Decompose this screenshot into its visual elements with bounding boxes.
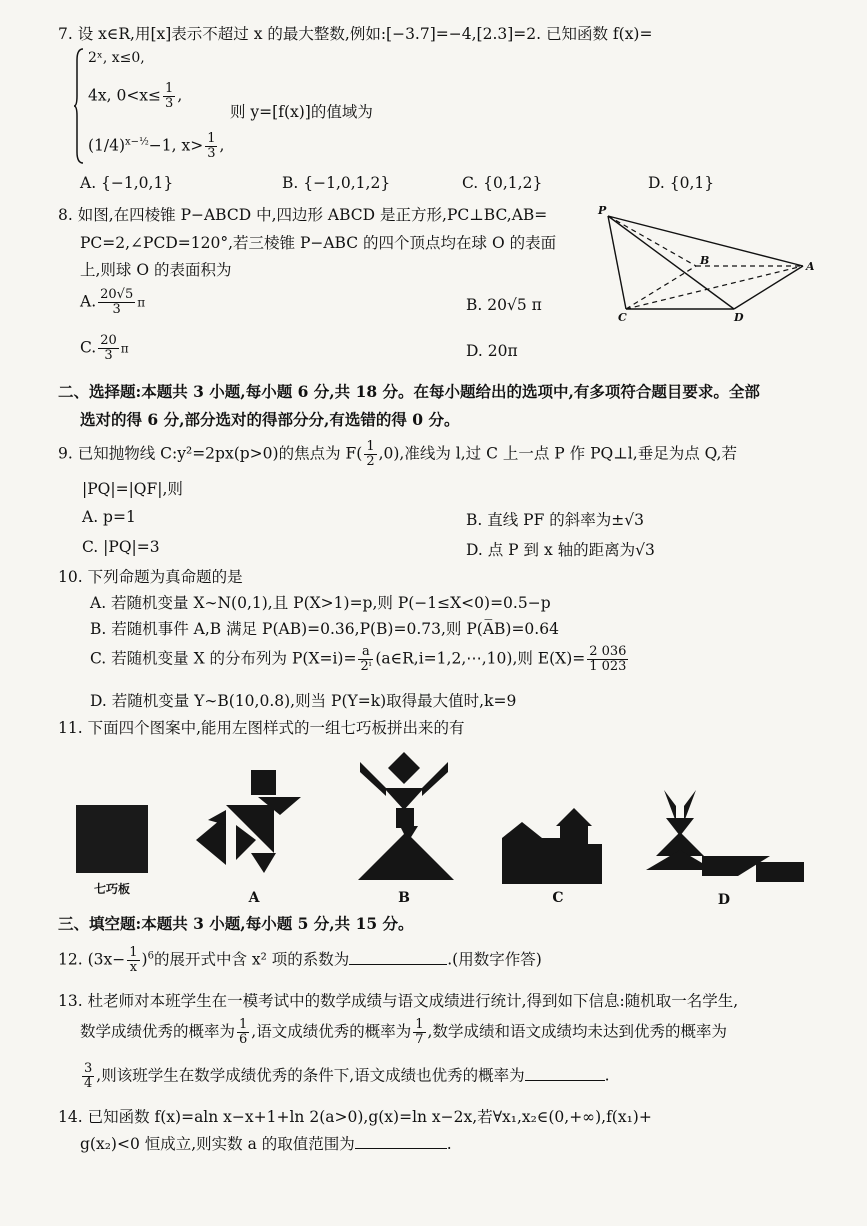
tangram-figure-c bbox=[502, 808, 610, 884]
q9-option-d: D. 点 P 到 x 轴的距离为√3 bbox=[466, 541, 655, 559]
label-b: B bbox=[700, 254, 710, 267]
q13-frac2 bbox=[413, 1018, 425, 1047]
q13-frac3 bbox=[82, 1062, 94, 1091]
q7-case2-frac bbox=[163, 82, 175, 111]
q13-l2b: ,语文成绩优秀的概率为 bbox=[251, 1022, 412, 1041]
q14-answer-blank[interactable] bbox=[355, 1147, 447, 1149]
q10-stem: 10. 下列命题为真命题的是 bbox=[58, 568, 243, 586]
edge-pb bbox=[608, 216, 696, 266]
piece-ear-left bbox=[664, 790, 676, 822]
q8-option-c-frac bbox=[98, 334, 119, 363]
frac-num: 3 bbox=[84, 1061, 93, 1076]
q9-option-a: A. p=1 bbox=[82, 508, 136, 526]
pyramid-figure bbox=[596, 204, 822, 324]
caption-a: A bbox=[248, 890, 260, 906]
q8-line1: 8. 如图,在四棱锥 P−ABCD 中,四边形 ABCD 是正方形,PC⊥BC,AB= bbox=[58, 206, 548, 224]
label-d: D bbox=[734, 311, 744, 324]
piece-head bbox=[388, 752, 420, 784]
q13-line1: 13. 杜老师对本班学生在一模考试中的数学成绩与语文成绩进行统计,得到如下信息:随机取一名学生, bbox=[58, 992, 739, 1010]
q7-case1: 2ˣ, x≤0, bbox=[88, 50, 145, 66]
frac-den: 3 bbox=[112, 302, 121, 317]
q13-line2 bbox=[80, 1018, 727, 1047]
piece-arm-right bbox=[422, 762, 448, 796]
q8-option-b: B. 20√5 π bbox=[466, 296, 542, 314]
q7-case3-text: −1, x> bbox=[148, 136, 204, 155]
caption-b: B bbox=[398, 890, 410, 906]
q8-option-c-pi: π bbox=[120, 341, 129, 356]
q13-l3: ,则该班学生在数学成绩优秀的条件下,语文成绩也优秀的概率为 bbox=[96, 1066, 525, 1085]
q7-case3: $(1/4)^{x-\frac{1}{2}}-1$, x> $\frac{1}{3}$ , bbox=[88, 131, 225, 161]
frac-num: 1 bbox=[165, 81, 174, 96]
edge-pd bbox=[608, 216, 734, 309]
q10-option-c bbox=[90, 645, 630, 674]
q11-stem: 11. 下面四个图案中,能用左图样式的一组七巧板拼出来的有 bbox=[58, 719, 465, 737]
frac-num: 1 bbox=[129, 945, 138, 960]
piece-arm-left bbox=[360, 762, 386, 796]
label-c: C bbox=[618, 311, 627, 324]
q13-answer-blank[interactable] bbox=[525, 1079, 605, 1081]
caption-d: D bbox=[717, 892, 731, 908]
tangram-square bbox=[76, 805, 148, 873]
q12-line: 12. (3x− $\frac{1}{x}$ )$^6$的展开式中含 x² 项的系数为 .(用数字作答) bbox=[58, 945, 542, 975]
q13-frac1 bbox=[237, 1018, 249, 1047]
piece-roof-left bbox=[502, 822, 542, 838]
frac-den: 3 bbox=[165, 96, 174, 111]
q7-case2: 4x, 0<x≤ $\frac{1}{3}$ , bbox=[88, 81, 183, 111]
q7-option-c: C. {0,1,2} bbox=[462, 174, 543, 192]
label-a: A bbox=[806, 260, 815, 273]
section3-title: 三、填空题:本题共 3 小题,每小题 5 分,共 15 分。 bbox=[58, 914, 414, 933]
q7-case2-text: 4x, 0<x≤ bbox=[88, 86, 162, 105]
piece-head bbox=[251, 770, 276, 795]
q9-option-c: C. |PQ|=3 bbox=[82, 538, 160, 556]
label-p: P bbox=[598, 204, 607, 217]
q14-line2-text: g(x₂)<0 恒成立,则实数 a 的取值范围为 bbox=[80, 1135, 355, 1153]
tangram-figure-a bbox=[196, 765, 306, 875]
q8-option-c bbox=[80, 334, 129, 363]
frac-num: 20√5 bbox=[100, 287, 134, 302]
q10-c-frac2 bbox=[587, 645, 628, 674]
q13-l2c: ,数学成绩和语文成绩均未达到优秀的概率为 bbox=[427, 1022, 727, 1041]
q14-line2 bbox=[80, 1132, 452, 1154]
edge-pc bbox=[608, 216, 626, 309]
q9-post: ,0),准线为 l,过 C 上一点 P 作 PQ⊥l,垂足为点 Q,若 bbox=[378, 444, 737, 463]
frac-den: 3 bbox=[104, 348, 113, 363]
frac-num: 1 bbox=[207, 131, 216, 146]
caption-c: C bbox=[552, 890, 564, 906]
piece-skirt bbox=[358, 832, 454, 880]
frac-den: 2ⁱ bbox=[360, 659, 372, 674]
piece-foot bbox=[251, 853, 276, 873]
section2-line2: 选对的得 6 分,部分选对的得部分分,有选错的得 0 分。 bbox=[80, 410, 460, 429]
piece-tower bbox=[560, 826, 588, 844]
frac-den: 4 bbox=[84, 1076, 93, 1091]
q13-line3 bbox=[80, 1062, 610, 1091]
tangram-figure-b bbox=[356, 752, 456, 884]
piecewise-brace bbox=[74, 48, 84, 164]
q14-line1: 14. 已知函数 f(x)=aln x−x+1+ln 2(a>0),g(x)=ln x−2x,若∀x₁,x₂∈(0,+∞),f(x₁)+ bbox=[58, 1108, 652, 1126]
q12-pre: 12. (3x− bbox=[58, 950, 126, 969]
q8-line3: 上,则球 O 的表面积为 bbox=[80, 261, 232, 279]
frac-den: 7 bbox=[415, 1032, 424, 1047]
frac-num: 1 bbox=[239, 1017, 248, 1032]
q7-stem: 7. 设 x∈R,用[x]表示不超过 x 的最大整数,例如:[−3.7]=−4,[2.3]=2. 已知函数 f(x)= bbox=[58, 25, 653, 43]
frac-num: a bbox=[358, 645, 373, 660]
piece-ear-right bbox=[684, 790, 696, 822]
q10-c-frac bbox=[358, 645, 373, 674]
q10-c-pre: C. 若随机变量 X 的分布列为 P(X=i)= bbox=[90, 649, 357, 668]
frac-num: 20 bbox=[100, 333, 117, 348]
piece-tail bbox=[756, 862, 804, 882]
q8-option-d: D. 20π bbox=[466, 342, 518, 360]
q8-option-a bbox=[80, 288, 145, 317]
frac-den: 6 bbox=[239, 1032, 248, 1047]
q12-answer-blank[interactable] bbox=[349, 963, 447, 965]
q7-option-a: A. {−1,0,1} bbox=[80, 174, 174, 192]
q13-l2a: 数学成绩优秀的概率为 bbox=[80, 1022, 236, 1041]
edge-da bbox=[734, 266, 803, 309]
q12-tail: .(用数字作答) bbox=[447, 950, 542, 969]
q9-frac bbox=[364, 440, 376, 469]
q7-case3-base: (1/4) bbox=[88, 136, 126, 155]
frac-den: 2 bbox=[366, 454, 375, 469]
q9-line2: |PQ|=|QF|,则 bbox=[82, 480, 183, 498]
q10-option-a: A. 若随机变量 X∼N(0,1),且 P(X>1)=p,则 P(−1≤X<0)=0.5−p bbox=[90, 594, 551, 612]
q10-option-d: D. 若随机变量 Y∼B(10,0.8),则当 P(Y=k)取得最大值时,k=9 bbox=[90, 692, 517, 710]
frac-den: x bbox=[129, 960, 138, 975]
q8-option-a-label: A. bbox=[80, 292, 97, 311]
piece-torso bbox=[384, 788, 424, 810]
frac-den: 1 023 bbox=[589, 659, 627, 674]
q14-tail: . bbox=[446, 1135, 452, 1153]
frac-num: 1 bbox=[415, 1017, 424, 1032]
section2-line1: 二、选择题:本题共 3 小题,每小题 6 分,共 18 分。在每小题给出的选项中,有多项符合题目要求。全部 bbox=[58, 382, 760, 401]
q7-case3-frac bbox=[205, 132, 217, 161]
q7-case3-exp: x−½ bbox=[125, 136, 149, 148]
q9-line1 bbox=[58, 440, 737, 469]
q12-exp: 6 bbox=[147, 950, 154, 962]
q8-option-a-pi: π bbox=[137, 295, 146, 310]
piece-roof-right bbox=[556, 808, 592, 826]
q12-post: 的展开式中含 x² 项的系数为 bbox=[153, 950, 350, 969]
q8-option-a-frac bbox=[98, 288, 135, 317]
q10-option-b: B. 若随机事件 A,B 满足 P(AB)=0.36,P(B)=0.73,则 P(A̅B)=0.64 bbox=[90, 620, 559, 638]
piece-waist bbox=[396, 808, 414, 828]
edge-ca bbox=[626, 266, 803, 309]
q8-option-c-label: C. bbox=[80, 338, 97, 357]
q9-option-b: B. 直线 PF 的斜率为±√3 bbox=[466, 511, 645, 529]
q9-pre: 9. 已知抛物线 C:y²=2px(p>0)的焦点为 F( bbox=[58, 444, 363, 463]
piece-base bbox=[502, 838, 602, 884]
q7-option-d: D. {0,1} bbox=[648, 174, 715, 192]
q10-c-mid: (a∈R,i=1,2,⋯,10),则 E(X)= bbox=[375, 649, 586, 668]
q12-frac bbox=[127, 946, 139, 975]
caption-tangram: 七巧板 bbox=[93, 882, 130, 896]
frac-num: 2 036 bbox=[589, 644, 627, 659]
q13-tail: . bbox=[604, 1066, 610, 1085]
frac-num: 1 bbox=[366, 439, 375, 454]
q8-line2: PC=2,∠PCD=120°,若三棱锥 P−ABC 的四个顶点均在球 O 的表面 bbox=[80, 234, 557, 252]
q7-option-b: B. {−1,0,1,2} bbox=[282, 174, 391, 192]
frac-den: 3 bbox=[207, 146, 216, 161]
tangram-figure-d bbox=[646, 790, 806, 886]
q7-ask: 则 y=[f(x)]的值域为 bbox=[230, 103, 373, 121]
